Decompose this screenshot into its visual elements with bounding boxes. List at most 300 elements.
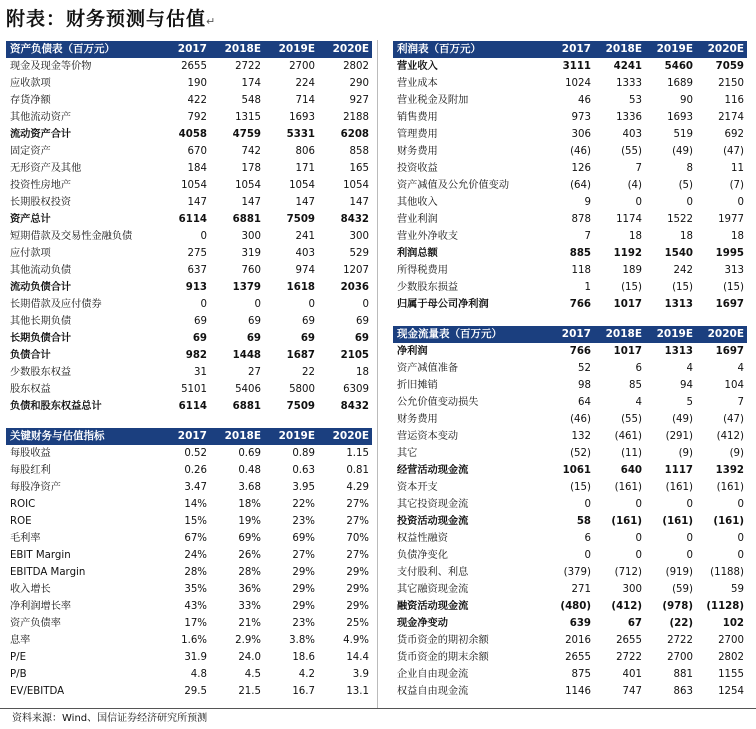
table-row — [6, 496, 372, 513]
row-label: 财务费用 — [397, 146, 438, 157]
value-cell: 189 — [622, 265, 642, 276]
value-cell: 0.89 — [292, 448, 315, 459]
value-cell: 2016 — [565, 635, 591, 646]
value-cell: 69 — [246, 333, 261, 344]
value-cell: 0 — [737, 197, 744, 208]
value-cell: 18.6 — [292, 652, 315, 663]
table-row — [6, 245, 372, 262]
value-cell: 3111 — [562, 61, 591, 72]
value-cell: 885 — [569, 248, 591, 259]
value-cell: 1 — [584, 282, 591, 293]
value-cell: (52) — [570, 448, 591, 459]
value-cell: 1336 — [616, 112, 642, 123]
table-row — [6, 347, 372, 364]
table-row — [393, 228, 747, 245]
value-cell: 927 — [349, 95, 369, 106]
value-cell: 147 — [295, 197, 315, 208]
value-cell: 24.0 — [238, 652, 261, 663]
value-cell: 3.68 — [238, 482, 261, 493]
value-cell: 18 — [629, 231, 642, 242]
value-cell: 28% — [184, 567, 207, 578]
row-label: P/E — [10, 652, 27, 663]
value-cell: 2700 — [289, 61, 315, 72]
value-cell: 126 — [571, 163, 591, 174]
value-cell: 2655 — [616, 635, 642, 646]
value-cell: (64) — [570, 180, 591, 191]
row-label: 营业利润 — [397, 214, 438, 225]
value-cell: 0 — [635, 533, 642, 544]
value-cell: 27% — [292, 550, 315, 561]
table-row — [6, 683, 372, 700]
value-cell: 241 — [295, 231, 315, 242]
value-cell: 118 — [571, 265, 591, 276]
row-label: 营业税金及附加 — [397, 95, 469, 106]
value-cell: 18 — [680, 231, 693, 242]
table-row — [6, 330, 372, 347]
table-row — [393, 360, 747, 377]
value-cell: 21.5 — [238, 686, 261, 697]
value-cell: 973 — [571, 112, 591, 123]
value-cell: 2105 — [340, 350, 369, 361]
value-cell: 0 — [635, 499, 642, 510]
value-cell: 17% — [184, 618, 207, 629]
value-cell: 69 — [354, 333, 369, 344]
table-row — [6, 513, 372, 530]
source-footnote: 资料来源：Wind、国信证券经济研究所预测 — [0, 708, 756, 729]
value-cell: 31.9 — [184, 652, 207, 663]
value-cell: 29.5 — [184, 686, 207, 697]
value-cell: 102 — [722, 618, 744, 629]
row-label: 企业自由现金流 — [397, 669, 469, 680]
value-cell: 1117 — [664, 465, 693, 476]
row-label: 每股红利 — [10, 465, 51, 476]
value-cell: 5800 — [289, 384, 315, 395]
row-label: EV/EBITDA — [10, 686, 65, 697]
table-row — [393, 211, 747, 228]
value-cell: 4 — [635, 397, 642, 408]
table-row — [393, 58, 747, 75]
row-label: 营业收入 — [397, 61, 438, 72]
value-cell: 224 — [295, 78, 315, 89]
value-cell: 3.95 — [292, 482, 315, 493]
value-cell: 19% — [238, 516, 261, 527]
value-cell: 0 — [200, 299, 207, 310]
table-row — [393, 143, 747, 160]
year-header: 2020E — [696, 41, 747, 58]
value-cell: 875 — [571, 669, 591, 680]
value-cell: 2188 — [343, 112, 369, 123]
table-row — [393, 683, 747, 700]
row-label: 其它投资现金流 — [397, 499, 469, 510]
value-cell: 21% — [238, 618, 261, 629]
row-label: 短期借款及交易性金融负债 — [10, 231, 133, 242]
value-cell: 98 — [578, 380, 591, 391]
value-cell: 300 — [241, 231, 261, 242]
balance-sheet-table — [6, 41, 372, 415]
value-cell: 85 — [629, 380, 642, 391]
value-cell: 913 — [185, 282, 207, 293]
value-cell: 1333 — [616, 78, 642, 89]
value-cell: (161) — [662, 516, 693, 527]
row-label: 公允价值变动损失 — [397, 397, 479, 408]
value-cell: 2802 — [718, 652, 744, 663]
value-cell: 1146 — [565, 686, 591, 697]
value-cell: 59 — [731, 584, 744, 595]
value-cell: 4.5 — [244, 669, 261, 680]
value-cell: 242 — [673, 265, 693, 276]
year-header: 2019E — [264, 428, 318, 445]
value-cell: 401 — [622, 669, 642, 680]
value-cell: 69 — [194, 316, 207, 327]
value-cell: 64 — [578, 397, 591, 408]
value-cell: 2722 — [616, 652, 642, 663]
value-cell: 27 — [248, 367, 261, 378]
value-cell: 0 — [254, 299, 261, 310]
value-cell: 2.9% — [235, 635, 261, 646]
value-cell: 0 — [584, 499, 591, 510]
row-label: 其它 — [397, 448, 418, 459]
table-row — [6, 211, 372, 228]
value-cell: 6881 — [232, 214, 261, 225]
table-row — [393, 564, 747, 581]
row-label: 其他收入 — [397, 197, 438, 208]
value-cell: 0 — [737, 499, 744, 510]
row-label: 资产负债率 — [10, 618, 61, 629]
cash-flow-table — [393, 326, 747, 700]
value-cell: 2150 — [718, 78, 744, 89]
value-cell: 6 — [584, 533, 591, 544]
value-cell: (15) — [672, 282, 693, 293]
table-row — [6, 228, 372, 245]
value-cell: 0.63 — [292, 465, 315, 476]
key-ratios-panel — [6, 428, 372, 700]
value-cell: 29% — [346, 601, 369, 612]
value-cell: 104 — [724, 380, 744, 391]
value-cell: 52 — [578, 363, 591, 374]
value-cell: 4.8 — [190, 669, 207, 680]
value-cell: 0.69 — [238, 448, 261, 459]
value-cell: 0 — [686, 499, 693, 510]
row-label: 长期负债合计 — [10, 333, 72, 344]
value-cell: 640 — [620, 465, 642, 476]
value-cell: 519 — [673, 129, 693, 140]
table-row — [393, 649, 747, 666]
row-label: ROE — [10, 516, 32, 527]
row-label: 销售费用 — [397, 112, 438, 123]
value-cell: 1618 — [286, 282, 315, 293]
value-cell: 147 — [349, 197, 369, 208]
table-row — [393, 445, 747, 462]
value-cell: 4241 — [613, 61, 642, 72]
value-cell: 1315 — [235, 112, 261, 123]
table-row — [393, 513, 747, 530]
year-header: 2020E — [318, 428, 372, 445]
value-cell: (919) — [665, 567, 693, 578]
value-cell: 147 — [241, 197, 261, 208]
row-label: 无形资产及其他 — [10, 163, 82, 174]
value-cell: 766 — [569, 346, 591, 357]
value-cell: 29% — [292, 567, 315, 578]
value-cell: 0.48 — [238, 465, 261, 476]
value-cell: 637 — [187, 265, 207, 276]
value-cell: 2700 — [718, 635, 744, 646]
table-header-row — [6, 428, 372, 445]
value-cell: 174 — [241, 78, 261, 89]
value-cell: 1540 — [664, 248, 693, 259]
value-cell: 806 — [295, 146, 315, 157]
year-header: 2020E — [318, 41, 372, 58]
value-cell: 1054 — [235, 180, 261, 191]
table-row — [6, 262, 372, 279]
value-cell: 0 — [737, 533, 744, 544]
row-label: 现金净变动 — [397, 618, 448, 629]
table-row — [6, 143, 372, 160]
row-label: EBITDA Margin — [10, 567, 86, 578]
value-cell: 90 — [680, 95, 693, 106]
value-cell: 33% — [238, 601, 261, 612]
table-row — [393, 377, 747, 394]
row-label: 经营活动现金流 — [397, 465, 469, 476]
row-label: 其他长期负债 — [10, 316, 72, 327]
value-cell: 319 — [241, 248, 261, 259]
row-label: 资产减值准备 — [397, 363, 459, 374]
value-cell: 8432 — [340, 401, 369, 412]
value-cell: 94 — [680, 380, 693, 391]
value-cell: 69% — [292, 533, 315, 544]
value-cell: 1977 — [718, 214, 744, 225]
value-cell: 24% — [184, 550, 207, 561]
value-cell: 25% — [346, 618, 369, 629]
year-header: 2019E — [264, 41, 318, 58]
year-header: 2017 — [156, 41, 210, 58]
value-cell: 1.6% — [181, 635, 207, 646]
value-cell: 67 — [627, 618, 642, 629]
value-cell: 2655 — [181, 61, 207, 72]
row-label: 应收款项 — [10, 78, 51, 89]
value-cell: 7 — [737, 397, 744, 408]
value-cell: 403 — [295, 248, 315, 259]
row-label: ROIC — [10, 499, 36, 510]
value-cell: 14.4 — [346, 652, 369, 663]
value-cell: 22% — [292, 499, 315, 510]
page-title — [6, 4, 216, 34]
value-cell: 27% — [346, 516, 369, 527]
value-cell: 6114 — [178, 214, 207, 225]
row-label: 投资性房地产 — [10, 180, 72, 191]
value-cell: 0 — [200, 231, 207, 242]
value-cell: 858 — [349, 146, 369, 157]
table-row — [393, 296, 747, 313]
row-label: 权益性融资 — [397, 533, 448, 544]
table-row — [393, 126, 747, 143]
value-cell: 1061 — [562, 465, 591, 476]
value-cell: 0 — [635, 550, 642, 561]
table-row — [393, 394, 747, 411]
table-row — [393, 632, 747, 649]
value-cell: 5 — [686, 397, 693, 408]
value-cell: (55) — [621, 414, 642, 425]
value-cell: 1054 — [181, 180, 207, 191]
year-header: 2020E — [696, 326, 747, 343]
table-row — [393, 75, 747, 92]
row-label: 营业外净收支 — [397, 231, 459, 242]
table-row — [6, 598, 372, 615]
value-cell: (49) — [672, 146, 693, 157]
value-cell: 4759 — [232, 129, 261, 140]
value-cell: (1188) — [710, 567, 744, 578]
value-cell: 58 — [576, 516, 591, 527]
value-cell: 36% — [238, 584, 261, 595]
cash-flow-panel — [393, 326, 747, 700]
value-cell: 28% — [238, 567, 261, 578]
value-cell: 4.2 — [298, 669, 315, 680]
value-cell: 5406 — [235, 384, 261, 395]
value-cell: 18% — [238, 499, 261, 510]
table-title: 资产负债表（百万元） — [6, 41, 156, 58]
value-cell: 760 — [241, 265, 261, 276]
value-cell: (1128) — [706, 601, 744, 612]
row-label: 每股收益 — [10, 448, 51, 459]
value-cell: (59) — [672, 584, 693, 595]
value-cell: 178 — [241, 163, 261, 174]
value-cell: 69 — [302, 316, 315, 327]
table-row — [393, 615, 747, 632]
table-header-row — [393, 326, 747, 343]
row-label: 息率 — [10, 635, 31, 646]
row-label: 净利润 — [397, 346, 428, 357]
row-label: 资产减值及公允价值变动 — [397, 180, 510, 191]
income-statement-table — [393, 41, 747, 313]
value-cell: 403 — [622, 129, 642, 140]
table-row — [6, 530, 372, 547]
year-header: 2018E — [210, 428, 264, 445]
value-cell: 1024 — [565, 78, 591, 89]
table-row — [6, 479, 372, 496]
value-cell: 0 — [635, 197, 642, 208]
table-row — [6, 547, 372, 564]
value-cell: 1448 — [232, 350, 261, 361]
value-cell: 670 — [187, 146, 207, 157]
year-header: 2017 — [543, 41, 594, 58]
value-cell: 4 — [737, 363, 744, 374]
value-cell: (9) — [678, 448, 693, 459]
value-cell: 1313 — [664, 346, 693, 357]
value-cell: 116 — [724, 95, 744, 106]
value-cell: 0 — [584, 550, 591, 561]
row-label: 资产总计 — [10, 214, 51, 225]
table-row — [393, 177, 747, 194]
table-title: 利润表（百万元） — [393, 41, 543, 58]
value-cell: 27% — [346, 499, 369, 510]
value-cell: 548 — [241, 95, 261, 106]
row-label: 财务费用 — [397, 414, 438, 425]
value-cell: 132 — [571, 431, 591, 442]
value-cell: 3.8% — [289, 635, 315, 646]
value-cell: (480) — [560, 601, 591, 612]
value-cell: 70% — [346, 533, 369, 544]
value-cell: 8 — [686, 163, 693, 174]
row-label: 投资活动现金流 — [397, 516, 469, 527]
value-cell: 171 — [295, 163, 315, 174]
value-cell: (161) — [611, 516, 642, 527]
value-cell: 23% — [292, 618, 315, 629]
table-row — [6, 126, 372, 143]
year-header: 2019E — [645, 41, 696, 58]
row-label: 货币资金的期末余额 — [397, 652, 489, 663]
row-label: 净利润增长率 — [10, 601, 72, 612]
value-cell: (412) — [611, 601, 642, 612]
value-cell: 6 — [635, 363, 642, 374]
table-row — [6, 279, 372, 296]
value-cell: 0 — [308, 299, 315, 310]
year-header: 2017 — [156, 428, 210, 445]
value-cell: 2655 — [565, 652, 591, 663]
value-cell: (22) — [669, 618, 693, 629]
table-row — [393, 479, 747, 496]
value-cell: 69 — [356, 316, 369, 327]
value-cell: (7) — [729, 180, 744, 191]
table-row — [393, 530, 747, 547]
value-cell: 6309 — [343, 384, 369, 395]
value-cell: (49) — [672, 414, 693, 425]
value-cell: 1207 — [343, 265, 369, 276]
row-label: 长期借款及应付债券 — [10, 299, 102, 310]
value-cell: (461) — [614, 431, 642, 442]
row-label: 营业成本 — [397, 78, 438, 89]
page-title-text: 附表：财务预测与估值 — [6, 8, 207, 30]
value-cell: 2700 — [667, 652, 693, 663]
value-cell: 4 — [686, 363, 693, 374]
value-cell: 2722 — [235, 61, 261, 72]
table-row — [6, 177, 372, 194]
value-cell: 8432 — [340, 214, 369, 225]
table-header-row — [6, 41, 372, 58]
value-cell: 7059 — [715, 61, 744, 72]
row-label: 毛利率 — [10, 533, 41, 544]
value-cell: 1379 — [232, 282, 261, 293]
table-row — [6, 109, 372, 126]
value-cell: 4.29 — [346, 482, 369, 493]
table-row — [393, 462, 747, 479]
row-label: 负债净变化 — [397, 550, 448, 561]
value-cell: 1689 — [667, 78, 693, 89]
value-cell: (9) — [729, 448, 744, 459]
row-label: 收入增长 — [10, 584, 51, 595]
table-row — [6, 462, 372, 479]
row-label: 存货净额 — [10, 95, 51, 106]
value-cell: 792 — [187, 112, 207, 123]
table-row — [393, 496, 747, 513]
table-row — [6, 445, 372, 462]
value-cell: 4.9% — [343, 635, 369, 646]
value-cell: 184 — [187, 163, 207, 174]
value-cell: (379) — [563, 567, 591, 578]
row-label: 其他流动负债 — [10, 265, 72, 276]
row-label: 货币资金的期初余额 — [397, 635, 489, 646]
table-row — [393, 279, 747, 296]
value-cell: 1392 — [715, 465, 744, 476]
table-row — [393, 194, 747, 211]
value-cell: 29% — [292, 601, 315, 612]
value-cell: 300 — [622, 584, 642, 595]
row-label: 所得税费用 — [397, 265, 448, 276]
table-row — [6, 194, 372, 211]
value-cell: 974 — [295, 265, 315, 276]
value-cell: 1054 — [343, 180, 369, 191]
income-statement-panel — [393, 41, 747, 313]
value-cell: 13.1 — [346, 686, 369, 697]
value-cell: 1995 — [715, 248, 744, 259]
